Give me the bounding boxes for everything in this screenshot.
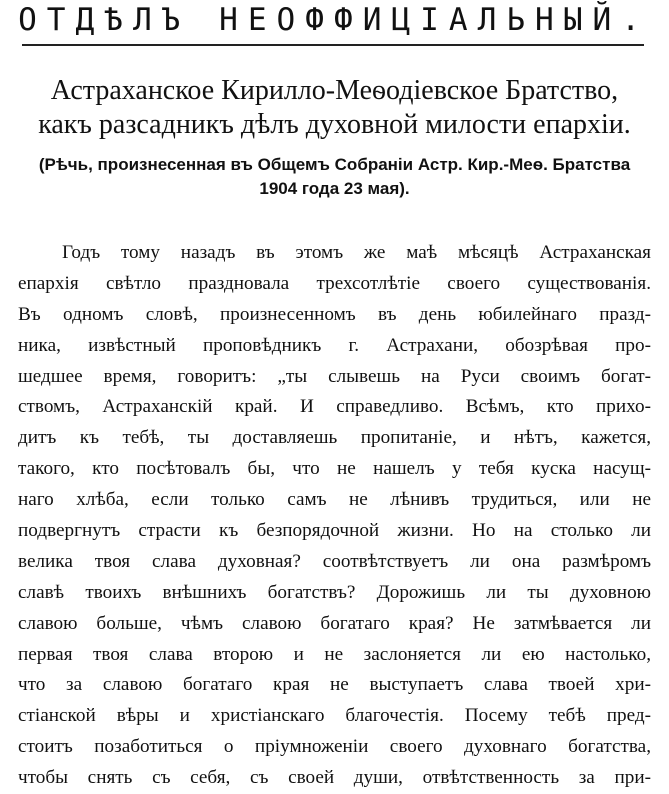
article-title-line: Астраханское Кирилло-Меѳодіевское Братство, — [50, 75, 619, 106]
body-line: славою больше, чѣмъ славою богатаго края? Не затмѣвается ли — [18, 612, 651, 634]
body-line: дитъ къ тебѣ, ты доставляешь пропитаніе, и нѣтъ, кажется, — [18, 427, 651, 449]
article-subtitle-line: 1904 года 23 мая). — [259, 179, 410, 198]
body-line: епархія свѣтло праздновала трехсотлѣтіе своего существованія. — [18, 272, 651, 294]
header-rule — [22, 44, 644, 46]
body-line: такого, кто посѣтовалъ бы, что не нашелъ у тебя куска насущ- — [18, 458, 651, 480]
article-title-line: какъ разсадникъ дѣлъ духовной милости епархіи. — [38, 109, 631, 140]
section-header: ОТДѢЛЪ НЕОФФИЦІАЛЬНЫЙ. — [18, 2, 650, 38]
body-line: Годъ тому назадъ въ этомъ же маѣ мѣсяцѣ Астраханская — [62, 242, 651, 263]
article-body — [18, 238, 651, 794]
body-line: славѣ твоихъ внѣшнихъ богатствъ? Дорожишь ли ты духовною — [18, 581, 651, 603]
article-title — [10, 74, 659, 142]
body-line: чтобы снять съ себя, съ своей души, отвѣтственность за при- — [18, 767, 651, 789]
body-line: что за славою богатаго края не выступаетъ слава твоей хри- — [18, 674, 651, 696]
article-subtitle-line: (Рѣчь, произнесенная въ Общемъ Собраніи Астр. Кир.-Меѳ. Братства — [38, 155, 631, 174]
body-line: велика твоя слава духовная? соотвѣтствуетъ ли она размѣромъ — [18, 550, 651, 572]
body-line: подвергнутъ страсти къ безпорядочной жизни. Но на столько ли — [18, 520, 651, 542]
body-line: стіанской вѣры и христіанскаго благочестія. Посему тебѣ пред- — [18, 705, 651, 727]
body-line: первая твоя слава второю и не заслоняется ли ею настолько, — [18, 643, 651, 665]
body-line: Въ одномъ словѣ, произнесенномъ въ день юбилейнаго празд- — [18, 303, 651, 325]
body-line: шедшее время, говоритъ: „ты слывешь на Руси своимъ богат- — [18, 365, 651, 387]
body-line: наго хлѣба, если только самъ не лѣнивъ трудиться, или не — [18, 489, 651, 511]
body-line: ника, извѣстный проповѣдникъ г. Астрахани, обозрѣвая про- — [18, 334, 651, 356]
body-line: стоитъ позаботиться о пріумноженіи своего духовнаго богатства, — [18, 736, 651, 758]
body-line: ствомъ, Астраханскій край. И справедливо. Всѣмъ, кто прихо- — [18, 396, 651, 418]
article-subtitle — [10, 153, 659, 201]
